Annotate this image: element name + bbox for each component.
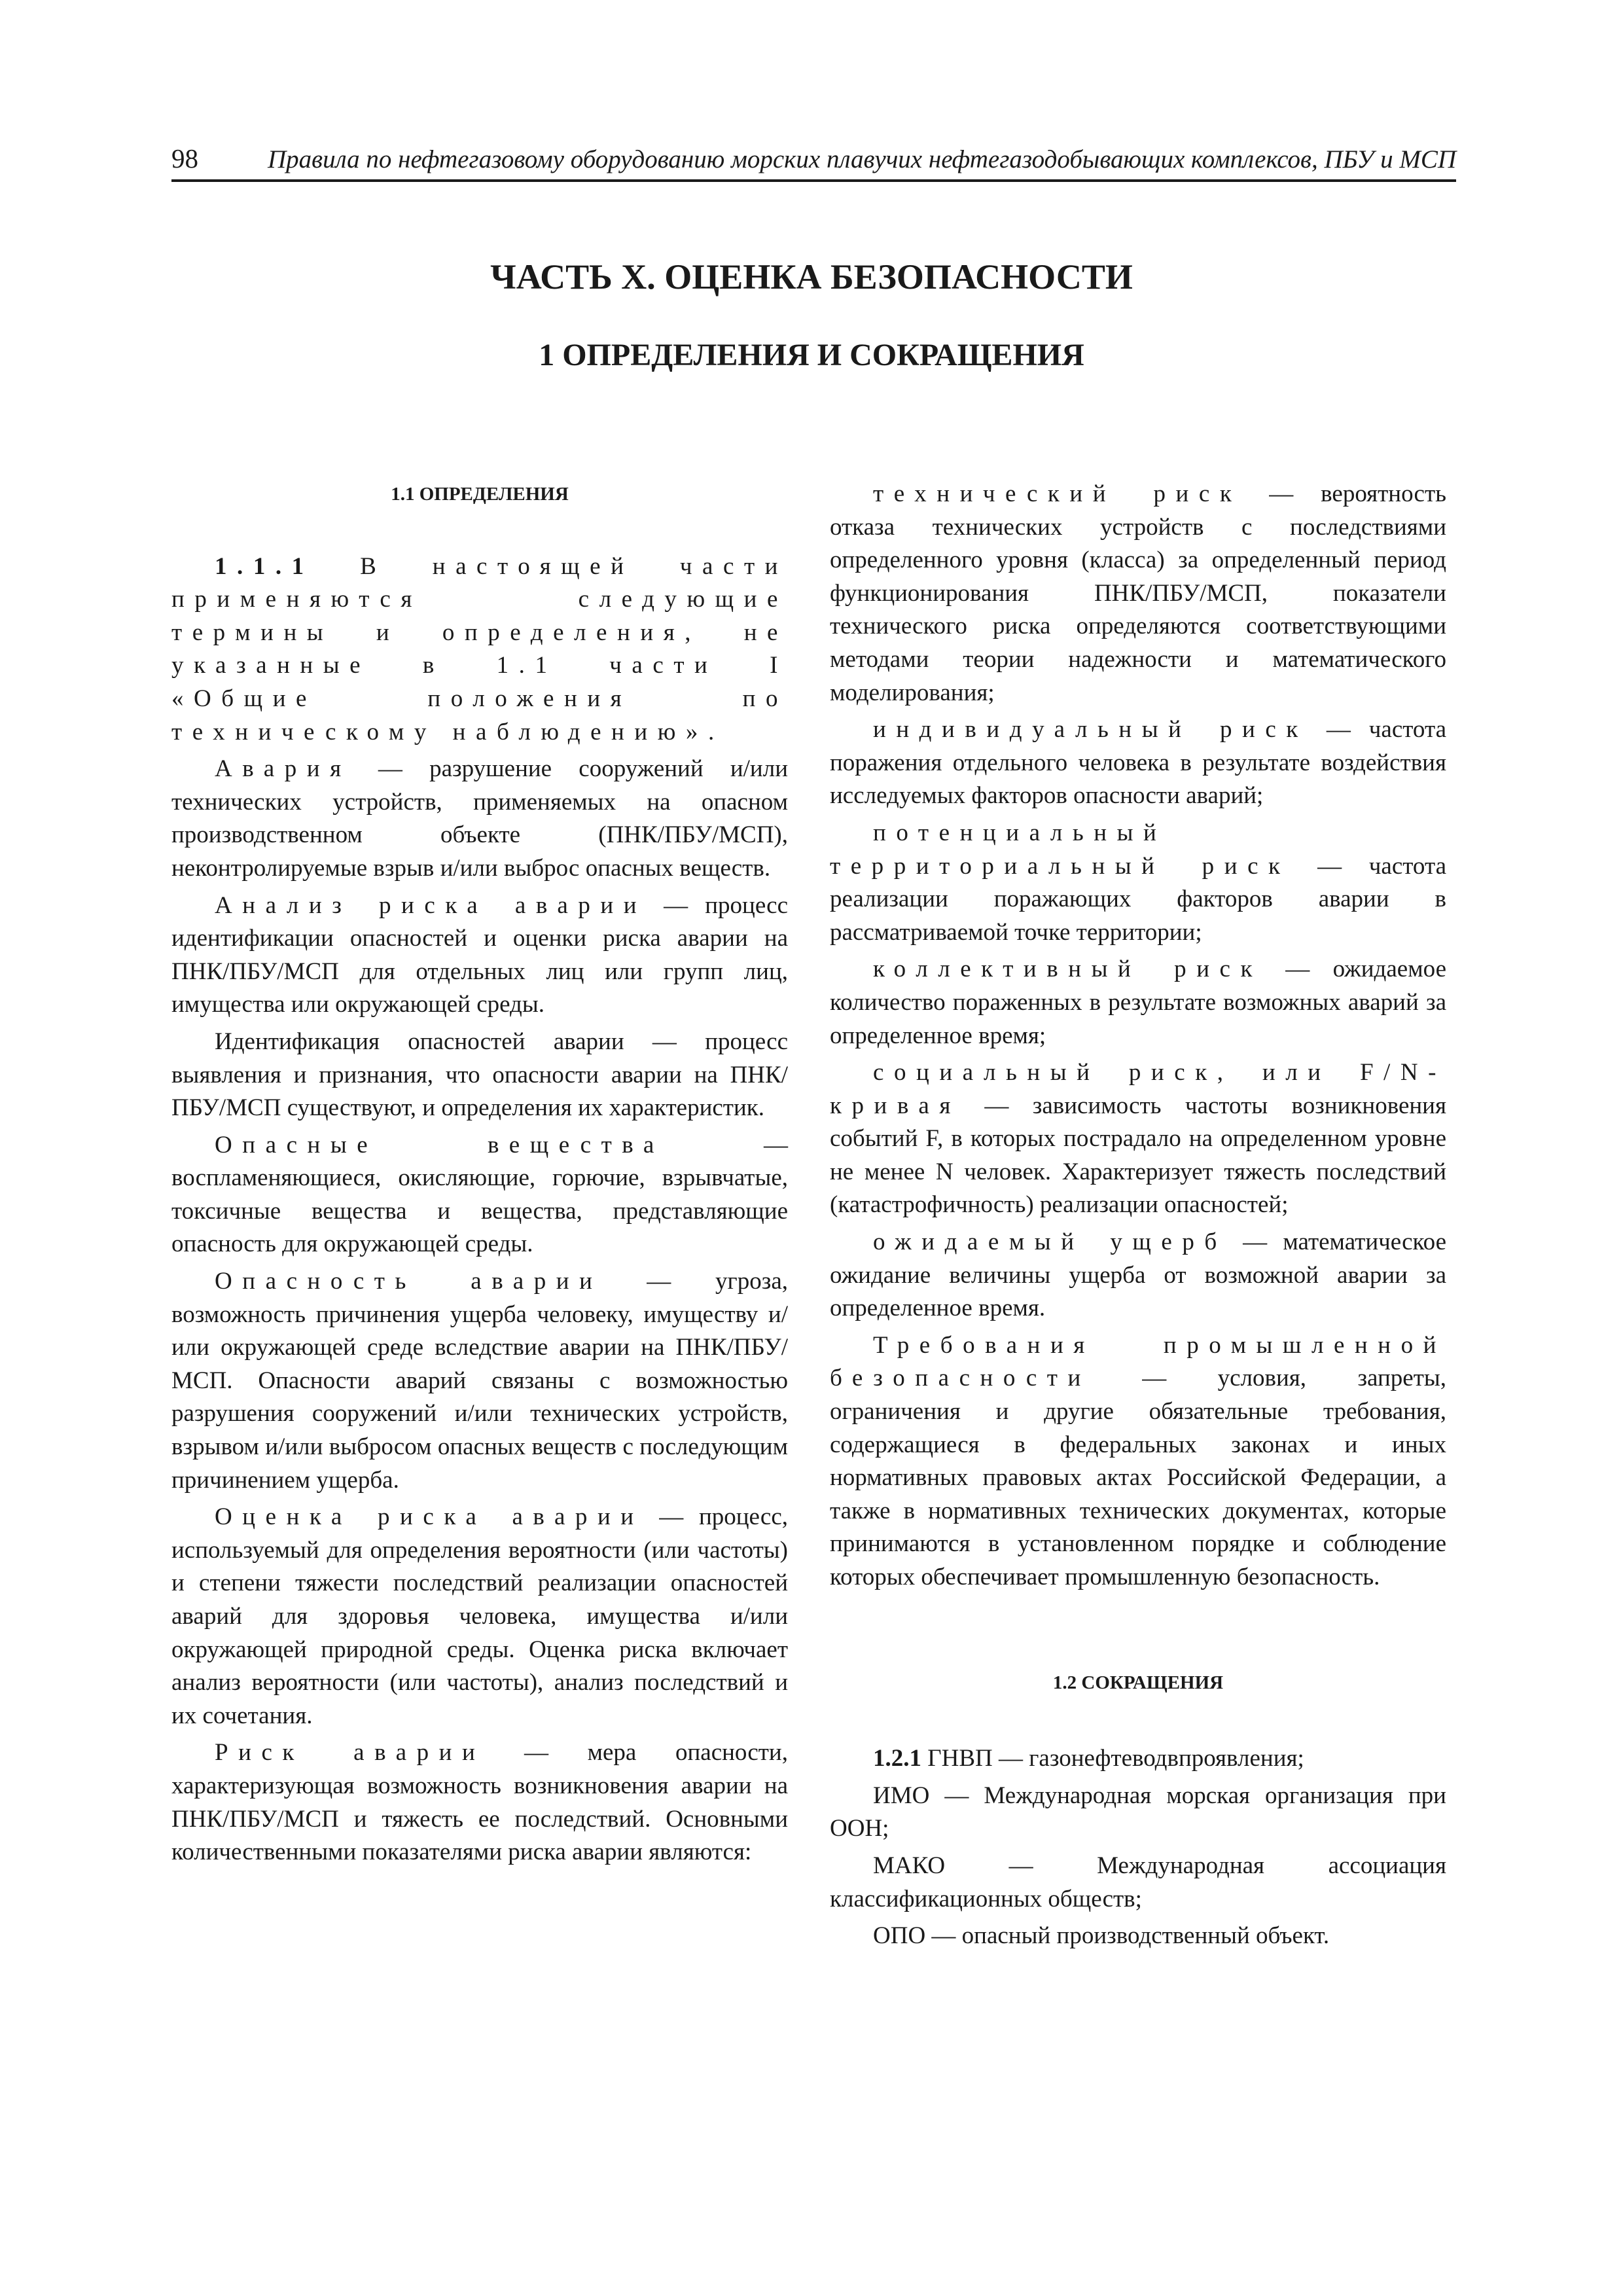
running-header-title: Правила по нефтегазовому оборудованию морских плавучих нефтегазодобывающих комплексов, ПБУ и МСП xyxy=(268,145,1456,173)
abbreviation-item: ОПО — опасный производственный объект. xyxy=(873,1922,1330,1950)
definition-item: Оценка риска аварии — процесс, используемый для определения вероятности (или частоты) и степени тяжести последствий реализации опасностей аварий для здоровья человека, имущества и/или окружающей природной среды. Оценка риска включает анализ вероятности (или частоты), анализ последствий и их сочетания. xyxy=(171,1503,788,1729)
left-column xyxy=(171,478,788,1873)
part-title: ЧАСТЬ X. ОЦЕНКА БЕЗОПАСНОСТИ xyxy=(490,257,1133,296)
definitions-heading: 1.1 ОПРЕДЕЛЕНИЯ xyxy=(391,484,569,505)
abbreviation-item: МАКО — Международная ассоциация классификационных обществ; xyxy=(830,1852,1446,1912)
running-header xyxy=(171,143,1456,182)
abbreviation-item: 1.2.1 ГНВП — газонефтеводвпроявления; xyxy=(873,1745,1304,1772)
right-column xyxy=(830,478,1446,1957)
definition-item: Риск аварии — мера опасности, характеризующая возможность возникновения аварии на ПНК/ПБУ/МСП и тяжесть ее последствий. Основными количественными показателями риска аварии являются: xyxy=(171,1739,788,1866)
definition-item: индивидуальный риск — частота поражения отдельного человека в результате воздействия исследуемых факторов опасности аварий; xyxy=(830,716,1446,810)
definition-item: Требования промышленной безопасности — условия, запреты, ограничения и другие обязательные требования, содержащиеся в федеральных законах и иных нормативных правовых актах Российской Федерации, а также в нормативных технических документах, которые принимаются в установленном порядке и соблюдение которых обеспечивает промышленную безопасность. xyxy=(830,1331,1446,1590)
section-title: 1 ОПРЕДЕЛЕНИЯ И СОКРАЩЕНИЯ xyxy=(539,338,1084,372)
definition-item: социальный риск, или F/N-кривая — зависимость частоты возникновения событий F, в которых пострадало на определенном уровне не менее N человек. Характеризует тяжесть последствий (катастрофичность) реализации опасностей; xyxy=(830,1059,1446,1219)
abbreviation-item: ИМО — Международная морская организация при ООН; xyxy=(830,1782,1446,1842)
definition-item: Опасность аварии — угроза, возможность причинения ущерба человеку, имуществу и/или окружающей среде вследствие аварии на ПНК/ПБУ/МСП. Опасности аварий связаны с возможностью разрушения сооружений и/или технических устройств, взрывом и/или выбросом опасных веществ с последующим причинением ущерба. xyxy=(171,1268,789,1494)
page-number: 98 xyxy=(171,143,198,173)
definition-item: Опасные вещества — воспламеняющиеся, окисляющие, горючие, взрывчатые, токсичные вещества и вещества, представляющие опасность для окружающей среды. xyxy=(171,1131,788,1258)
definition-item: Идентификация опасностей аварии — процесс выявления и признания, что опасности аварии на ПНК/ПБУ/МСП существуют, и определения их характеристик. xyxy=(171,1028,788,1122)
definition-item: технический риск — вероятность отказа технических устройств с последствиями определенного уровня (класса) за определенный период функционирования ПНК/ПБУ/МСП, показатели технического риска определяются соответствующими методами теории надежности и математического моделирования; xyxy=(830,480,1446,706)
definition-item: Авария — разрушение сооружений и/или технических устройств, применяемых на опасном производственном объекте (ПНК/ПБУ/МСП), неконтролируемые взрыв и/или выброс опасных веществ. xyxy=(171,755,788,882)
definition-item: Анализ риска аварии — процесс идентификации опасностей и оценки риска аварии на ПНК/ПБУ/МСП для отдельных лиц или групп лиц, имущества или окружающей среды. xyxy=(171,891,789,1018)
abbreviations-heading: 1.2 СОКРАЩЕНИЯ xyxy=(1052,1672,1224,1693)
definitions-intro: 1.1.1 В настоящей части применяются следующие термины и определения, не указанные в 1.1 части I «Общие положения по техническому наблюдению». xyxy=(171,552,788,745)
definition-item: ожидаемый ущерб — математическое ожидание величины ущерба от возможной аварии за определенное время. xyxy=(830,1229,1446,1322)
definition-item: потенциальный территориальный риск — частота реализации поражающих факторов аварии в рассматриваемой точке территории; xyxy=(830,819,1446,946)
definition-item: коллективный риск — ожидаемое количество пораженных в результате возможных аварий за определенное время; xyxy=(830,956,1446,1049)
